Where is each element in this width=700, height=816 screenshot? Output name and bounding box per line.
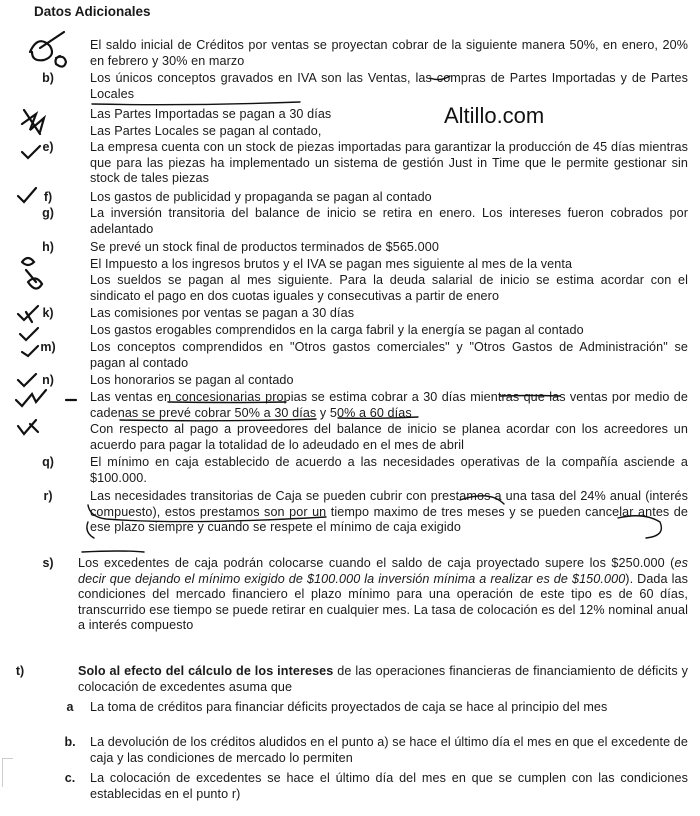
item-text: Las ventas en concesionarias propias se estima cobrar a 30 días mientras que las ventas por medio de cadenas se prevé cobrar 50% a 30 días y 50% a 60 días <box>90 390 688 420</box>
underline-mark <box>92 102 300 105</box>
item-text: Las necesidades transitorias de Caja se pueden cubrir con prestamos a una tasa del 24% anual (interés compuesto), estos prestamos son por un tiempo maximo de tres meses y se pueden cancelar antes de ese plazo siempre y cuando se respete el mínimo de caja exigido <box>90 489 688 535</box>
item-text: Las Partes Locales se pagan al contado, <box>90 124 322 138</box>
sub-item-label: b. <box>64 735 76 749</box>
scribble-icon <box>28 278 42 288</box>
item-text: Los sueldos se pagan al mes siguiente. Para la deuda salarial de inicio se estima acordar con el sindicato el pago en dos cuotas iguales y consecutivas a partir de enero <box>90 273 688 303</box>
item-label: r) <box>43 489 53 503</box>
sub-item-label: c. <box>64 771 76 785</box>
item-label: m) <box>40 340 56 354</box>
item-text: Las Partes Importadas se pagan a 30 días <box>90 107 332 121</box>
item-label: g) <box>42 206 54 220</box>
item-text: La empresa cuenta con un stock de piezas importadas para garantizar la producción de 45 días mientras que para las piezas ha implementado un sistema de gestión Just in Time que le permite gestionar sin stock de tales piezas <box>90 140 688 186</box>
item-text-part: Los excedentes de caja podrán colocarse cuando el saldo de caja proyectado supere los $250.000 ( <box>78 556 675 570</box>
item-text: Con respecto al pago a proveedores del balance de inicio se planea acordar con los acreedores un acuerdo para pagar la totalidad de lo adeudado en el mes de abril <box>90 422 688 452</box>
check-icon <box>20 328 38 340</box>
check-icon <box>18 420 38 434</box>
sub-item-text: La colocación de excedentes se hace el último día del mes en que se cumplen con las condiciones establecidas en el punto r) <box>90 771 688 801</box>
scribble-icon <box>16 390 46 406</box>
scribble-icon <box>56 56 67 67</box>
item-label: s) <box>42 556 54 570</box>
item-label: b) <box>42 71 54 85</box>
watermark: Altillo.com <box>444 103 545 128</box>
item-text <box>78 556 688 634</box>
sub-item-text: La toma de créditos para financiar déficits proyectados de caja se hace al principio del mes <box>90 700 608 714</box>
item-text-part: ). Dada las condiciones del mercado financiero el plazo mínimo para una operación de este tipo es de 60 días, transcurrido ese tiempo se puede retirar en cualquier mes. La tasa de colocación es del 12% nominal anual a interés compuesto <box>78 571 688 633</box>
item-text: Las comisiones por ventas se pagan a 30 días <box>90 306 355 320</box>
item-label: k) <box>42 306 54 320</box>
item-text: El mínimo en caja establecido de acuerdo a las necesidades operativas de la compañía asciende a $100.000. <box>90 455 688 485</box>
item-text-part: de las operaciones financieras de financiamiento de déficits y colocación de excedentes asuma que <box>78 664 688 694</box>
item-label: f) <box>43 190 53 204</box>
underline-mark <box>82 551 144 552</box>
item-text: Los conceptos comprendidos en "Otros gastos comerciales" y "Otros Gastos de Administración" se pagan al contado <box>90 340 688 370</box>
section-title: Datos Adicionales <box>34 4 151 19</box>
item-text: La inversión transitoria del balance de inicio se retira en enero. Los intereses fueron cobrados por adelantado <box>90 206 688 236</box>
sub-item-text: La devolución de los créditos aludidos en el punto a) se hace el último día el mes en que el excedente de caja y las condiciones de mercado lo permiten <box>90 735 688 765</box>
scribble-icon <box>22 110 44 134</box>
item-text-bold: Solo al efecto del cálculo de los intereses <box>78 664 334 678</box>
item-text: El saldo inicial de Créditos por ventas se proyectan cobrar de la siguiente manera 50%, en enero, 20% en febrero y 30% en marzo <box>90 38 688 68</box>
item-text: Los únicos conceptos gravados en IVA son las Ventas, las compras de Partes Importadas y de Partes Locales <box>90 71 688 101</box>
item-text: Los honorarios se pagan al contado <box>90 373 294 387</box>
item-label: h) <box>42 240 54 254</box>
item-text: El Impuesto a los ingresos brutos y el IVA se pagan mes siguiente al mes de la venta <box>90 257 573 271</box>
item-text-italic: es decir que dejando el mínimo exigido de $100.000 la inversión mínima a realizar es de $150.000 <box>78 556 688 586</box>
item-label: n) <box>42 373 54 387</box>
item-text: Se prevé un stock final de productos terminados de $565.000 <box>90 240 439 254</box>
item-label: e) <box>42 140 54 154</box>
scribble-icon <box>22 258 36 282</box>
item-label: t) <box>15 664 25 678</box>
sub-item-label: a <box>66 700 74 714</box>
scan-artifact <box>2 758 13 787</box>
scribble-icon <box>30 32 64 60</box>
item-text: Los gastos de publicidad y propaganda se pagan al contado <box>90 190 432 204</box>
item-label: q) <box>42 455 54 469</box>
item-text <box>78 664 688 695</box>
item-text: Los gastos erogables comprendidos en la carga fabril y la energía se pagan al contado <box>90 323 584 337</box>
